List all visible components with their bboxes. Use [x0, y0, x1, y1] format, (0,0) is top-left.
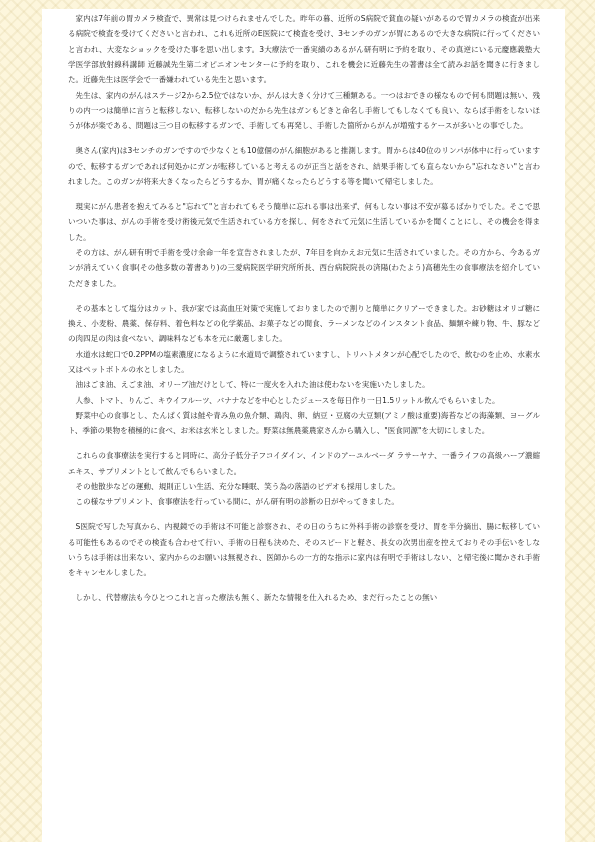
paragraph: 家内は7年前の胃カメラ検査で、異常は見つけられませんでした。昨年の暮、近所のS病院で貧血の疑いがあるので胃カメラの検査が出来る病院で検査を受けてくださいと言われ、これも近所のE医院にて検査を受け、3センチのガンが胃にあるので大きな病院に行ってくださいと言われ、大変なショックを受けた事を思い出します。3大療法で一番実績のあるがん研有明に予約を取り、その真逆にいる元慶應義塾大学医学部放射線科講師 近藤誠先生第二オピニオンセンターに予約を取り、これを機会に近藤先生の著書は全て読みお話を聞きに行きました。近藤先生は医学会で一番嫌われている先生と思います。	[68, 14, 540, 85]
paragraph: 現実にがん患者を抱えてみると"忘れて"と言われてもそう簡単に忘れる事は出来ず、何もしない事は不安が募るばかりでした。そこで思いついた事は、がんの手術を受け術後元気で生活されている方を探し、何をされて元気に生活しているかを聞くことにし、その機会を得ました。	[68, 201, 540, 242]
paragraph: 人参、トマト、りんご、キウイフルーツ、バナナなどを中心としたジュースを毎日作り一日1.5リットル飲んでもらいました。	[75, 395, 500, 405]
paragraph: この様なサプリメント、食事療法を行っている間に、がん研有明の診断の日がやってきました。	[75, 497, 399, 507]
document-page	[42, 9, 565, 842]
paragraph: その基本として塩分はカット、我が家では高血圧対策で実施しておりましたので割りと簡単にクリアーできました。お砂糖はオリゴ糖に換え、小麦粉、農薬、保存料、着色料などの化学薬品、お菓子などの間食、ラーメンなどのインスタント食品、麺類や練り物、牛、豚などの肉四足の肉は食べない、調味料なども本を元に厳選しました。	[68, 303, 540, 344]
paragraph: しかし、代替療法も今ひとつこれと言った療法も無く、新たな情報を仕入れるため、まだ行ったことの無い	[75, 593, 438, 603]
paragraph: 奥さん(家内)は3センチのガンですので少なくとも10億個のがん細胞があると推測します。胃からは40位のリンパが体中に行っていますので、転移するガンであれば何処かにガンが転移していると考えるのが正当と話をされ、結果手術しても直らないから"忘れなさい"と言われました。このガンが将来大きくなったらどうするか、胃が痛くなったらどうする等を聞いて帰宅しました。	[68, 146, 540, 187]
paragraph: その方は、がん研有明で手術を受け余命一年を宣告されましたが、7年目を向かえお元気に生活されていました。その方から、今あるガンが消えていく食事(その他多数の著書あり)の三愛病院医学研究所所長、西台病院院長の済陽(わたよう)高穂先生の食事療法を紹介していただきました。	[68, 248, 540, 288]
paragraph: 野菜中心の食事とし、たんぱく質は鮭や青み魚の魚介類、鶏肉、卵、納豆・豆腐の大豆類(アミノ酸は重要)海苔などの海藻類、ヨーグルト、季節の果物を積極的に食べ、お米は玄米としました。野菜は無農薬農家さんから購入し、"医食同源"を大切にしました。	[68, 411, 540, 436]
document-body	[68, 11, 540, 606]
paragraph: その他散歩などの運動、規則正しい生活、充分な睡眠、笑う為の落語のビデオも採用しました。	[75, 482, 400, 491]
paragraph: S医院で写した写真から、内視鏡での手術は不可能と診察され、その日のうちに外科手術の診察を受け、胃を半分摘出、腸に転移している可能性もあるのでその検査も合わせて行い、手術の日程も決めた、そのスピードと軽さ、長女の次男出産を控えておりその手伝いをしないうちは手術は出来ない、家内からのお願いは無視され、医師からの一方的な指示に家内は有明で手術はしない、と帰宅後に聞かされ手術をキャンセルしました。	[68, 522, 540, 578]
paragraph: 先生は、家内のがんはステージ2から2.5位ではないか、がんは大きく分けて三種類ある。一つはおできの様なもので何も問題は無い、残りの内一つは簡単に言うと転移しない、転移しないのだから先生はガンもどきと命名し手術してもしなくても良い、ならば手術をしないほうが体が楽である、問題は三つ目の転移するガンで、手術しても再発し、手術した箇所からがんが増殖するケースが多いとの事でした。	[68, 90, 540, 131]
paragraph: 水道水は蛇口で0.2PPMの塩素濃度になるように水道局で調整されていますし、トリハトメタンが心配でしたので、飲むのを止め、水素水又はペットボトルの水としました。	[68, 349, 540, 374]
paragraph: 油はごま油、えごま油、オリーブ油だけとして、特に一度火を入れた油は使わないを実施いたしました。	[75, 380, 430, 390]
paragraph: これらの食事療法を実行すると同時に、高分子低分子フコイダイン、インドのアーユルベーダ ラサーヤナ、一番ライフの高級ハーブ濃縮エキス、サプリメントとして飲んでもらいました。	[68, 451, 540, 476]
